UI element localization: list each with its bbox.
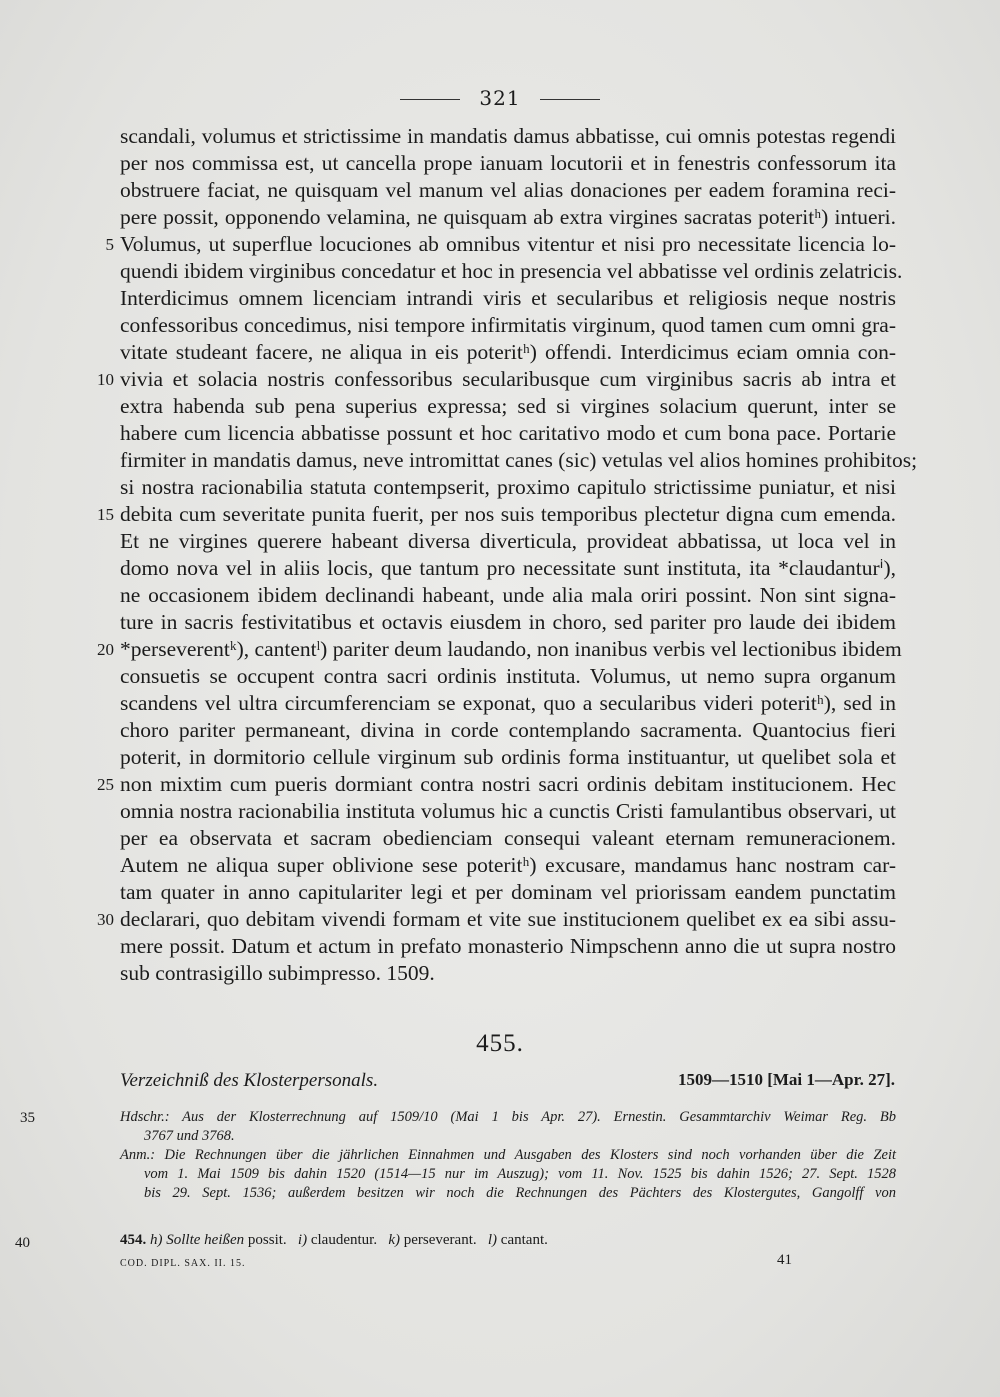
- text-line: [97, 366, 896, 393]
- line-text: choro pariter permaneant, divina in corde contemplando sacramenta. Quantocius fieri: [120, 718, 896, 742]
- text-line: [120, 474, 896, 501]
- line-text: tam quater in anno capitulariter legi et per dominam vel priorissam eandem punctatim: [120, 880, 896, 904]
- line-number: 5: [105, 235, 114, 254]
- text-line: [97, 501, 896, 528]
- text-line: [120, 177, 896, 204]
- line-number: 25: [97, 775, 114, 794]
- text-line: [120, 717, 896, 744]
- printer-signature: COD. DIPL. SAX. II. 15.: [120, 1258, 246, 1269]
- line-text: habere cum licencia abbatisse possunt et hoc caritativo modo et cum bona pace. Portarie: [120, 421, 896, 445]
- line-text: per ea observata et sacram obedienciam consequi valeant eternam remuneracionem.: [120, 826, 896, 850]
- footnote-k-label: k): [388, 1232, 400, 1248]
- note-text: vom 1. Mai 1509 bis dahin 1520 (1514—15 nur im Auszug); vom 11. Nov. 1525 bis dahin 1526; 27. Sept. 1528: [144, 1166, 896, 1182]
- text-line: [120, 852, 896, 879]
- line-text: per nos commissa est, ut cancella prope ianuam locutorii et in fenestris confessorum ita: [120, 151, 896, 175]
- line-text: non mixtim cum pueris dormiant contra nostri sacri ordinis debitam institucionem. Hec: [120, 772, 896, 796]
- line-number: 30: [97, 910, 114, 929]
- note-line: [120, 1127, 896, 1146]
- line-text: sub contrasigillo subimpresso. 1509.: [120, 961, 435, 985]
- line-text: declarari, quo debitam vivendi formam et vite sue institucionem quelibet ex ea sibi assu-: [120, 907, 896, 931]
- footnote-k-text: perseverant.: [403, 1232, 477, 1248]
- line-text: mere possit. Datum et actum in prefato monasterio Nimpschenn anno die ut supra nostro: [120, 934, 896, 958]
- text-line: [120, 258, 903, 285]
- line-text: si nostra racionabilia statuta contempserit, proximo capitulo strictissime puniatur, et nisi: [120, 475, 896, 499]
- line-number: 35: [20, 1110, 35, 1126]
- line-text: firmiter in mandatis damus, neve intromittat canes (sic) vetulas vel alios homines prohibitos;: [120, 448, 918, 472]
- footnote-i-text: claudentur.: [310, 1232, 378, 1248]
- text-line: [120, 555, 896, 582]
- line-number: 10: [97, 370, 114, 389]
- text-line: [97, 771, 896, 798]
- document-title: Verzeichniß des Klosterpersonals.: [120, 1070, 379, 1091]
- line-text: obstruere faciat, ne quisquam vel manum vel alias donaciones per eadem foramina reci-: [120, 178, 896, 202]
- header-rule-right: [540, 99, 600, 100]
- line-text: Autem ne aliqua super oblivione sese poteritʰ) excusare, mandamus hanc nostram car-: [120, 853, 896, 877]
- text-line: [120, 285, 896, 312]
- line-text: scandali, volumus et strictissime in mandatis damus abbatisse, cui omnis potestas regendi: [120, 124, 896, 148]
- note-line: [120, 1165, 896, 1184]
- footnote-h-label: h): [150, 1232, 163, 1248]
- text-line: [120, 204, 896, 231]
- note-line: [20, 1108, 896, 1127]
- text-line: [97, 636, 902, 663]
- text-line: [120, 879, 896, 906]
- line-text: consuetis se occupent contra sacri ordinis instituta. Volumus, ut nemo supra organum: [120, 664, 896, 688]
- line-text: vivia et solacia nostris confessoribus secularibusque cum virginibus sacris ab intra et: [120, 367, 896, 391]
- text-line: [120, 528, 896, 555]
- header-rule-left: [400, 99, 460, 100]
- line-text: confessoribus concedimus, nisi tempore infirmitatis virginum, quod tamen cum omni gra-: [120, 313, 896, 337]
- line-text: domo nova vel in aliis locis, que tantum pro necessitate sunt instituta, ita *claudanturⁱ),: [120, 556, 896, 580]
- note-line: [120, 1184, 896, 1203]
- line-text: extra habenda sub pena superius expressa; sed si virgines solacium querunt, inter se: [120, 394, 896, 418]
- text-line: [120, 663, 896, 690]
- source-notes: [20, 1108, 896, 1203]
- footnote-l-label: l): [487, 1232, 498, 1248]
- text-line: [120, 420, 896, 447]
- line-text: *perseverentᵏ), cantentˡ) pariter deum laudando, non inanibus verbis vel lectionibus ibidem: [120, 637, 902, 661]
- text-line: [97, 906, 896, 933]
- text-line: [105, 231, 896, 258]
- line-number: 20: [97, 640, 114, 659]
- footnote-i-label: i): [297, 1232, 308, 1248]
- footnote: [15, 1232, 900, 1251]
- main-text: [97, 123, 918, 987]
- text-line: [120, 339, 896, 366]
- line-text: Volumus, ut superflue locuciones ab omnibus vitentur et nisi pro necessitate licencia lo-: [120, 232, 896, 256]
- footnote-h-italic: Sollte heißen: [166, 1232, 245, 1248]
- line-number: 15: [97, 505, 114, 524]
- text-line: [120, 582, 896, 609]
- footnote-line-number: 40: [15, 1235, 30, 1251]
- line-text: scandens vel ultra circumferenciam se exponat, quo a secularibus videri poteritʰ), sed in: [120, 691, 896, 715]
- line-text: quendi ibidem virginibus concedatur et hoc in presencia vel abbatisse vel ordinis zelatricis.: [120, 259, 903, 283]
- line-text: vitate studeant facere, ne aliqua in eis poteritʰ) offendi. Interdicimus eciam omnia con-: [120, 340, 896, 364]
- note-text: Anm.: Die Rechnungen über die jährlichen Einnahmen und Ausgaben des Klosters sind noch vorhanden über die Zeit: [120, 1147, 896, 1163]
- text-line: [120, 393, 896, 420]
- text-line: [120, 312, 896, 339]
- document-number: 455.: [476, 1030, 524, 1057]
- text-line: [120, 150, 896, 177]
- text-line: [120, 609, 896, 636]
- line-text: debita cum severitate punita fuerit, per nos suis temporibus plectetur digna cum emenda.: [120, 502, 896, 526]
- note-text: Hdschr.: Aus der Klosterrechnung auf 1509/10 (Mai 1 bis Apr. 27). Ernestin. Gesammtarchiv Weimar Reg. Bb: [120, 1109, 896, 1125]
- line-text: ture in sacris festivitatibus et octavis eiusdem in choro, sed pariter pro laude dei ibidem: [120, 610, 896, 634]
- text-line: [120, 447, 918, 474]
- text-line: [120, 933, 896, 960]
- text-line: [120, 825, 896, 852]
- document-date: 1509—1510 [Mai 1—Apr. 27].: [677, 1070, 895, 1089]
- page-header: [0, 86, 1000, 110]
- line-text: ne occasionem ibidem declinandi habeant, unde alia mala oriri possint. Non sint signa-: [120, 583, 896, 607]
- footnote-h-text: possit.: [247, 1232, 287, 1248]
- line-text: Interdicimus omnem licenciam intrandi viris et secularibus et religiosis neque nostris: [120, 286, 896, 310]
- footnote-l-text: cantant.: [500, 1232, 548, 1248]
- text-line: [120, 690, 896, 717]
- footnote-ref: 454.: [120, 1232, 147, 1248]
- text-line: [120, 960, 896, 987]
- line-text: poterit, in dormitorio cellule virginum sub ordinis forma instituantur, ut quelibet sola et: [120, 745, 896, 769]
- text-line: [120, 744, 896, 771]
- text-line: [120, 798, 896, 825]
- text-line: [120, 123, 896, 150]
- line-text: omnia nostra racionabilia instituta volumus hic a cunctis Cristi famulantibus observari, ut: [120, 799, 896, 823]
- signature-number: 41: [777, 1252, 792, 1268]
- note-text: 3767 und 3768.: [144, 1128, 235, 1144]
- line-text: pere possit, opponendo velamina, ne quisquam ab extra virgines sacratas poteritʰ) intueri.: [120, 205, 896, 229]
- line-text: Et ne virgines querere habeant diversa diverticula, provideat abbatissa, ut loca vel in: [120, 529, 896, 553]
- page-number: 321: [479, 86, 521, 110]
- note-text: bis 29. Sept. 1536; außerdem besitzen wir noch die Rechnungen des Pächters des Klostergutes, Gangolff von: [144, 1185, 896, 1201]
- note-line: [120, 1146, 896, 1165]
